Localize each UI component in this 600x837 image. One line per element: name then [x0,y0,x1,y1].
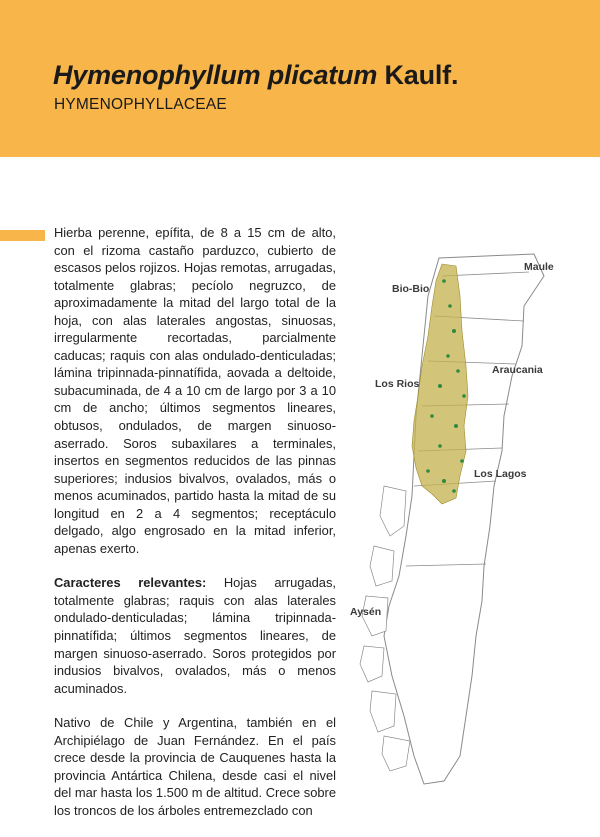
description-paragraph: Hierba perenne, epífita, de 8 a 15 cm de alto, con el rizoma castaño parduzco, cubierto de escasos pelos rojizos. Hojas remotas, arrugadas, totalmente glabras; pecíolo negruzco, de aproximadamente la mitad del largo total de la hoja, con alas laterales angostas, sinuosas, irregularmente recortadas, parcialmente caducas; raquis con alas ondulado-denticuladas; lámina tripinnada-pinnatífida, aovada a deltoide, subacuminada, de 4 a 10 cm de largo por 3 a 10 cm de ancho; últimos segmentos lineares, obtusos, ondulados, de margen sinuoso-aserrado. Soros subaxilares a terminales, insertos en segmentos reducidos de las pinnas superiores; indusios bivalvos, ovalados, más o menos acuminados, partido hasta la mitad de su longitud en 2 a 4 segmentos; receptáculo delgado, algo engrosado en la mitad inferior, apenas exerto. [54,225,336,556]
page-title [53,60,458,91]
map-graphic [344,236,594,796]
section-marker [0,230,45,241]
relevant-paragraph [54,574,336,697]
species-name: Hymenophyllum plicatum [53,60,378,90]
region-label-biobio: Bio-Bio [392,283,430,295]
distribution-paragraph: Nativo de Chile y Argentina, también en el Archipiélago de Juan Fernández. En el país crece desde la provincia de Cauquenes hasta la provincia Antártica Chilena, desde casi el nivel del mar hasta los 1.500 m de altitud. Crece sobre los troncos de los árboles entremezclado con [54,715,336,818]
region-label-losrios: Los Rios [375,378,420,390]
family-name: HYMENOPHYLLACEAE [54,96,227,113]
region-label-loslagos: Los Lagos [474,468,527,480]
body-text [54,224,336,837]
relevant-label: Caracteres relevantes: [54,575,207,591]
species-author: Kaulf. [384,60,459,90]
region-label-araucania: Araucania [492,364,543,376]
mainland-outline [384,254,544,784]
region-label-maule: Maule [524,261,554,273]
relevant-text: Hojas arrugadas, totalmente glabras; raquis con alas laterales ondulado-denticuladas; lámina tripinnada-pinnatífida; últimos segmentos lineares, de margen sinuoso-aserrado. Soros protegidos por indusios bivalvos, ovalados, más o menos acuminados. [54,575,336,696]
region-label-aysen: Aysén [350,606,382,618]
distribution-map [344,236,594,796]
